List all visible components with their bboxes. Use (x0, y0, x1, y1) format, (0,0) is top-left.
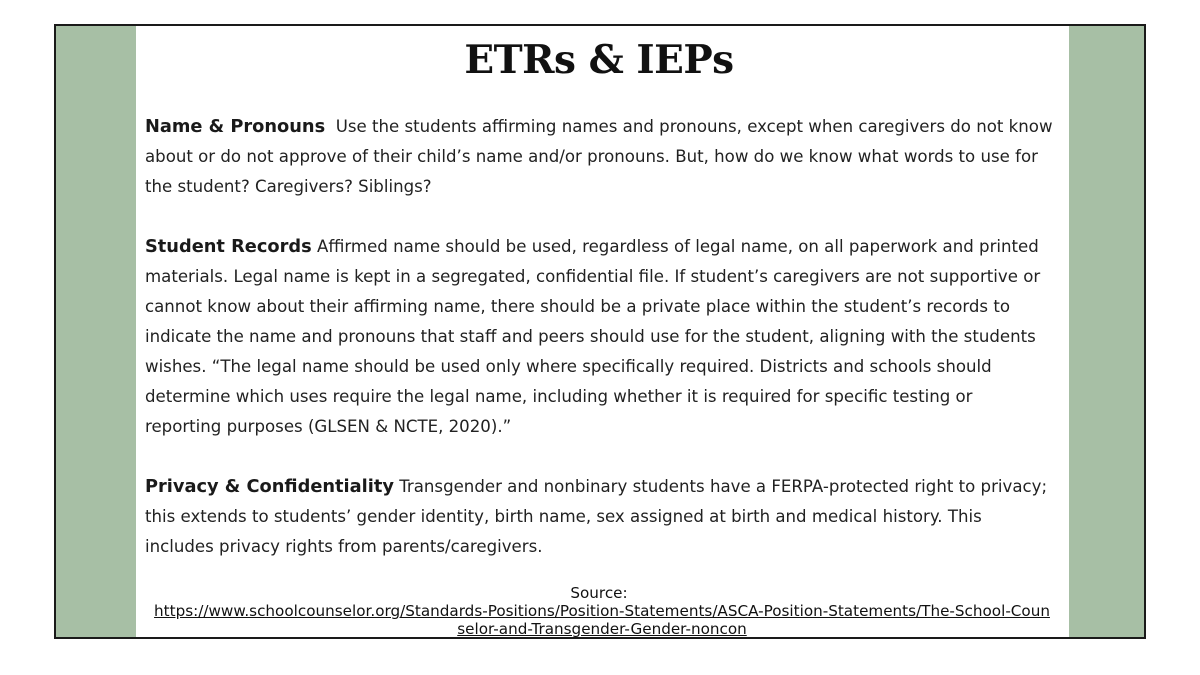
slide-frame (54, 24, 1146, 639)
source-label: Source: (570, 584, 628, 602)
slide-title: ETRs & IEPs (464, 37, 734, 83)
content-panel (136, 26, 1069, 637)
section-body: Use the students affirming names and pronouns, except when caregivers do not know about or do not approve of their child’s name and/or pronouns. But, how do we know what words to use for the student? Caregivers? Siblings? (145, 117, 1053, 196)
section-student-records (145, 232, 1053, 442)
section-body: Affirmed name should be used, regardless of legal name, on all paperwork and printed materials. Legal name is kept in a segregated, confidential file. If student’s caregivers are not supportive or cannot know about their affirming name, there should be a private place within the student’s records to indicate the name and pronouns that staff and peers should use for the student, aligning with the students wishes. “The legal name should be used only where specifically required. Districts and schools should determine which uses require the legal name, including whether it is required for specific testing or reporting purposes (GLSEN & NCTE, 2020).” (145, 237, 1041, 436)
section-body: Transgender and nonbinary students have a FERPA-protected right to privacy; this extends to students’ gender identity, birth name, sex assigned at birth and medical history. This includes privacy rights from parents/caregivers. (145, 477, 1048, 556)
section-heading: Name & Pronouns (145, 116, 326, 137)
section-heading: Privacy & Confidentiality (145, 476, 394, 497)
source-citation (145, 584, 1053, 638)
section-name-pronouns (145, 112, 1053, 202)
section-heading: Student Records (145, 236, 312, 257)
source-link[interactable]: https://www.schoolcounselor.org/Standards-Positions/Position-Statements/ASCA-Position-Statements/The-School-Counselor-and-Transgender-Gender-noncon (154, 602, 1050, 638)
section-privacy-confidentiality (145, 472, 1053, 562)
